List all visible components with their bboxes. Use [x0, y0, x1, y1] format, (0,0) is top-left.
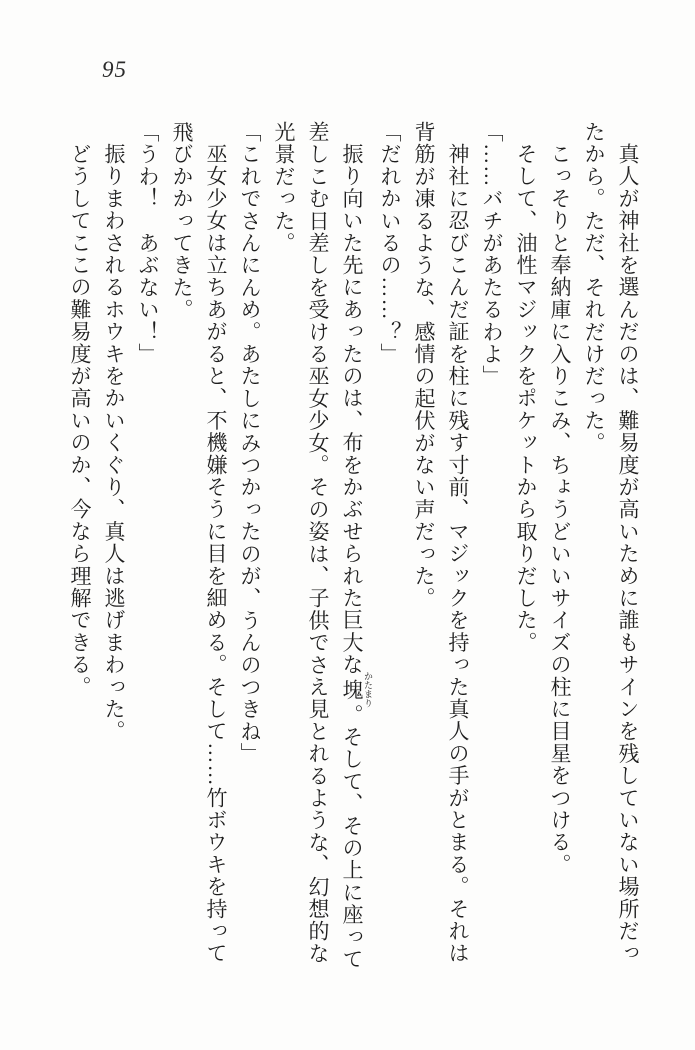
text-segment: 振りまわされるホウキをかいくぐり、真人は逃げまわった。 [102, 143, 126, 743]
text-line [165, 121, 199, 979]
text-segment: どうしてここの難易度が高いのか、今なら理解できる。 [68, 143, 92, 698]
text-segment: 巫女少女は立ちあがると、不機嫌そうに目を細める。そして……竹ボウキを持って [204, 143, 228, 965]
text-segment: 「……バチがあたるわよ」 [480, 121, 504, 388]
text-segment: 「これでさんにんめ。あたしにみつかったのが、うんのつきね」 [238, 121, 262, 765]
text-line [267, 121, 301, 979]
text-line [335, 121, 373, 979]
text-line [611, 121, 645, 979]
ruby-annotated-word: 塊 かたまり [340, 671, 373, 708]
text-segment: そして、油性マジックをポケットから取りだした。 [514, 143, 538, 654]
text-line [97, 121, 131, 979]
text-segment: たから。ただ、それだけだった。 [582, 121, 606, 454]
text-segment: 「うわ！ あぶない！」 [136, 121, 160, 366]
text-segment: 光景だった。 [272, 121, 296, 255]
text-segment: 差しこむ日差しを受ける巫女少女。その姿は、子供でさえ見とれるような、幻想的な [306, 121, 330, 965]
text-line [131, 121, 165, 979]
text-segment: 振り向いた先にあったのは、布をかぶせられた巨大な [340, 143, 364, 676]
text-line [407, 121, 441, 979]
text-line [63, 121, 97, 979]
text-line [199, 121, 233, 979]
text-segment: 真人が神社を選んだのは、難易度が高いために誰もサインを残していない場所だっ [616, 143, 640, 965]
text-line [301, 121, 335, 979]
text-line [543, 121, 577, 979]
text-segment: 。そして、その上に座って [340, 703, 364, 971]
text-line [373, 121, 407, 979]
text-line [233, 121, 267, 979]
page-text [59, 121, 645, 979]
text-segment: 神社に忍びこんだ証を柱に残す寸前、マジックを持った真人の手がとまる。それは [446, 143, 470, 965]
text-segment: こっそりと奉納庫に入りこみ、ちょうどいいサイズの柱に目星をつける。 [548, 143, 572, 876]
page-number: 95 [102, 57, 127, 82]
text-line [441, 121, 475, 979]
text-line [577, 121, 611, 979]
text-line [509, 121, 543, 979]
text-line [475, 121, 509, 979]
text-segment: 飛びかかってきた。 [170, 121, 194, 321]
text-segment: 「だれかいるの……？」 [378, 121, 402, 366]
text-segment: 背筋が凍るような、感情の起伏がない声だった。 [412, 121, 436, 610]
